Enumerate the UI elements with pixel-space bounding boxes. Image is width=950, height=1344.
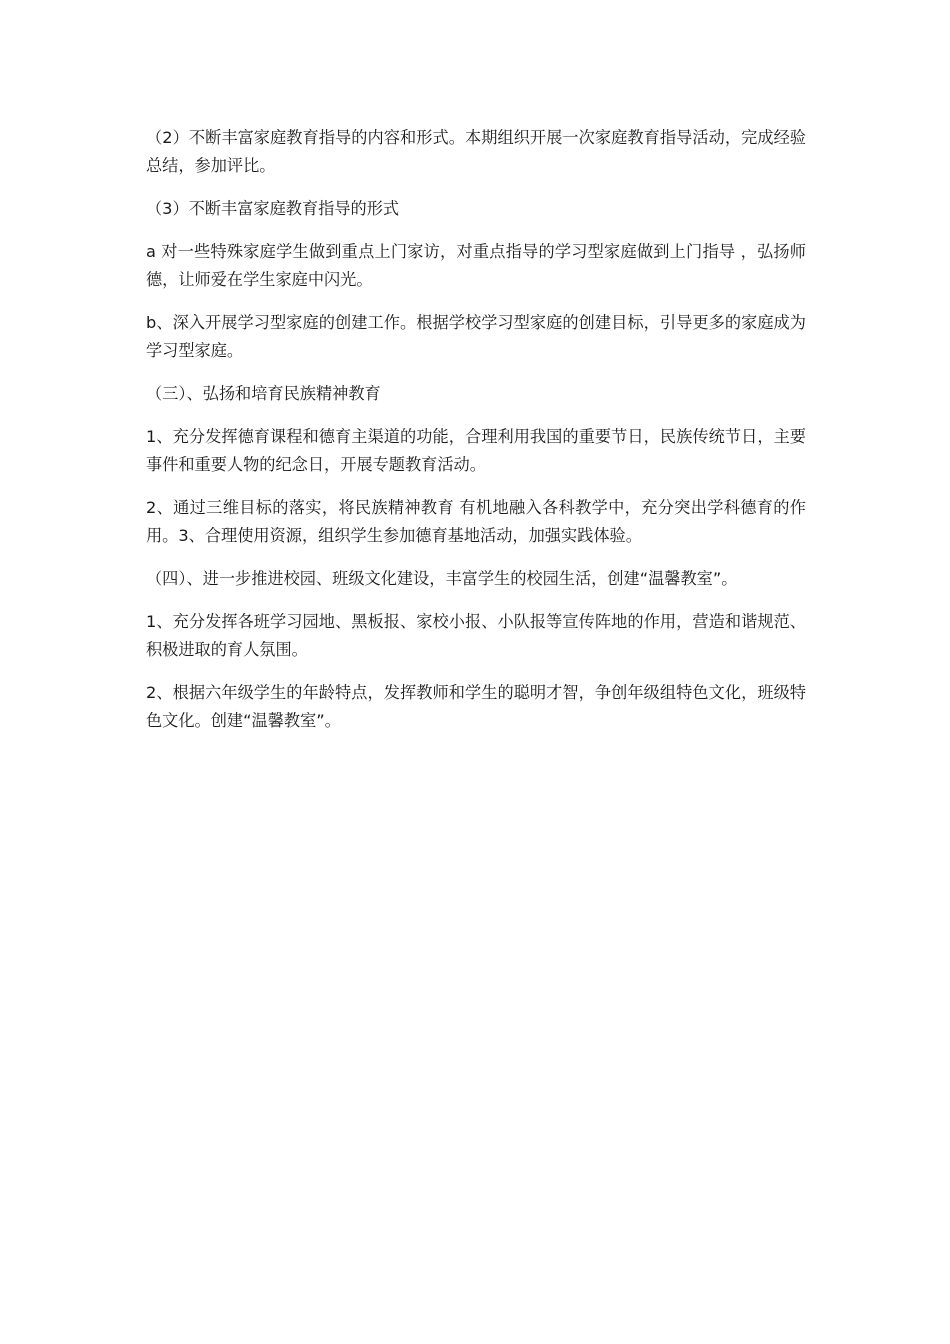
paragraph-warm-classroom: 2、根据六年级学生的年龄特点，发挥教师和学生的聪明才智，争创年级组特色文化，班级特色文化。创建“温馨教室”。 xyxy=(146,683,806,730)
document-body xyxy=(146,124,806,750)
paragraph-three-dimensional-goals: 2、通过三维目标的落实，将民族精神教育 有机地融入各科教学中，充分突出学科德育的作用。3、合理使用资源，组织学生参加德育基地活动，加强实践体验。 xyxy=(146,498,806,545)
paragraph-publicity-positions: 1、充分发挥各班学习园地、黑板报、家校小报、小队报等宣传阵地的作用，营造和谐规范、积极进取的育人氛围。 xyxy=(146,612,806,659)
paragraph-family-education-form: （3）不断丰富家庭教育指导的形式 xyxy=(146,199,400,218)
section-heading-national-spirit: （三）、弘扬和培育民族精神教育 xyxy=(146,384,381,403)
section-heading-campus-culture: （四）、进一步推进校园、班级文化建设，丰富学生的校园生活，创建“温馨教室”。 xyxy=(146,569,738,588)
paragraph-home-visits: a 对一些特殊家庭学生做到重点上门家访，对重点指导的学习型家庭做到上门指导 ，弘扬师德，让师爱在学生家庭中闪光。 xyxy=(146,242,806,289)
paragraph-moral-curriculum: 1、充分发挥德育课程和德育主渠道的功能，合理利用我国的重要节日，民族传统节日，主要事件和重要人物的纪念日，开展专题教育活动。 xyxy=(146,427,806,474)
paragraph-family-education-content: （2）不断丰富家庭教育指导的内容和形式。本期组织开展一次家庭教育指导活动，完成经验总结，参加评比。 xyxy=(146,128,806,175)
paragraph-learning-family: b、深入开展学习型家庭的创建工作。根据学校学习型家庭的创建目标，引导更多的家庭成为学习型家庭。 xyxy=(146,313,806,360)
